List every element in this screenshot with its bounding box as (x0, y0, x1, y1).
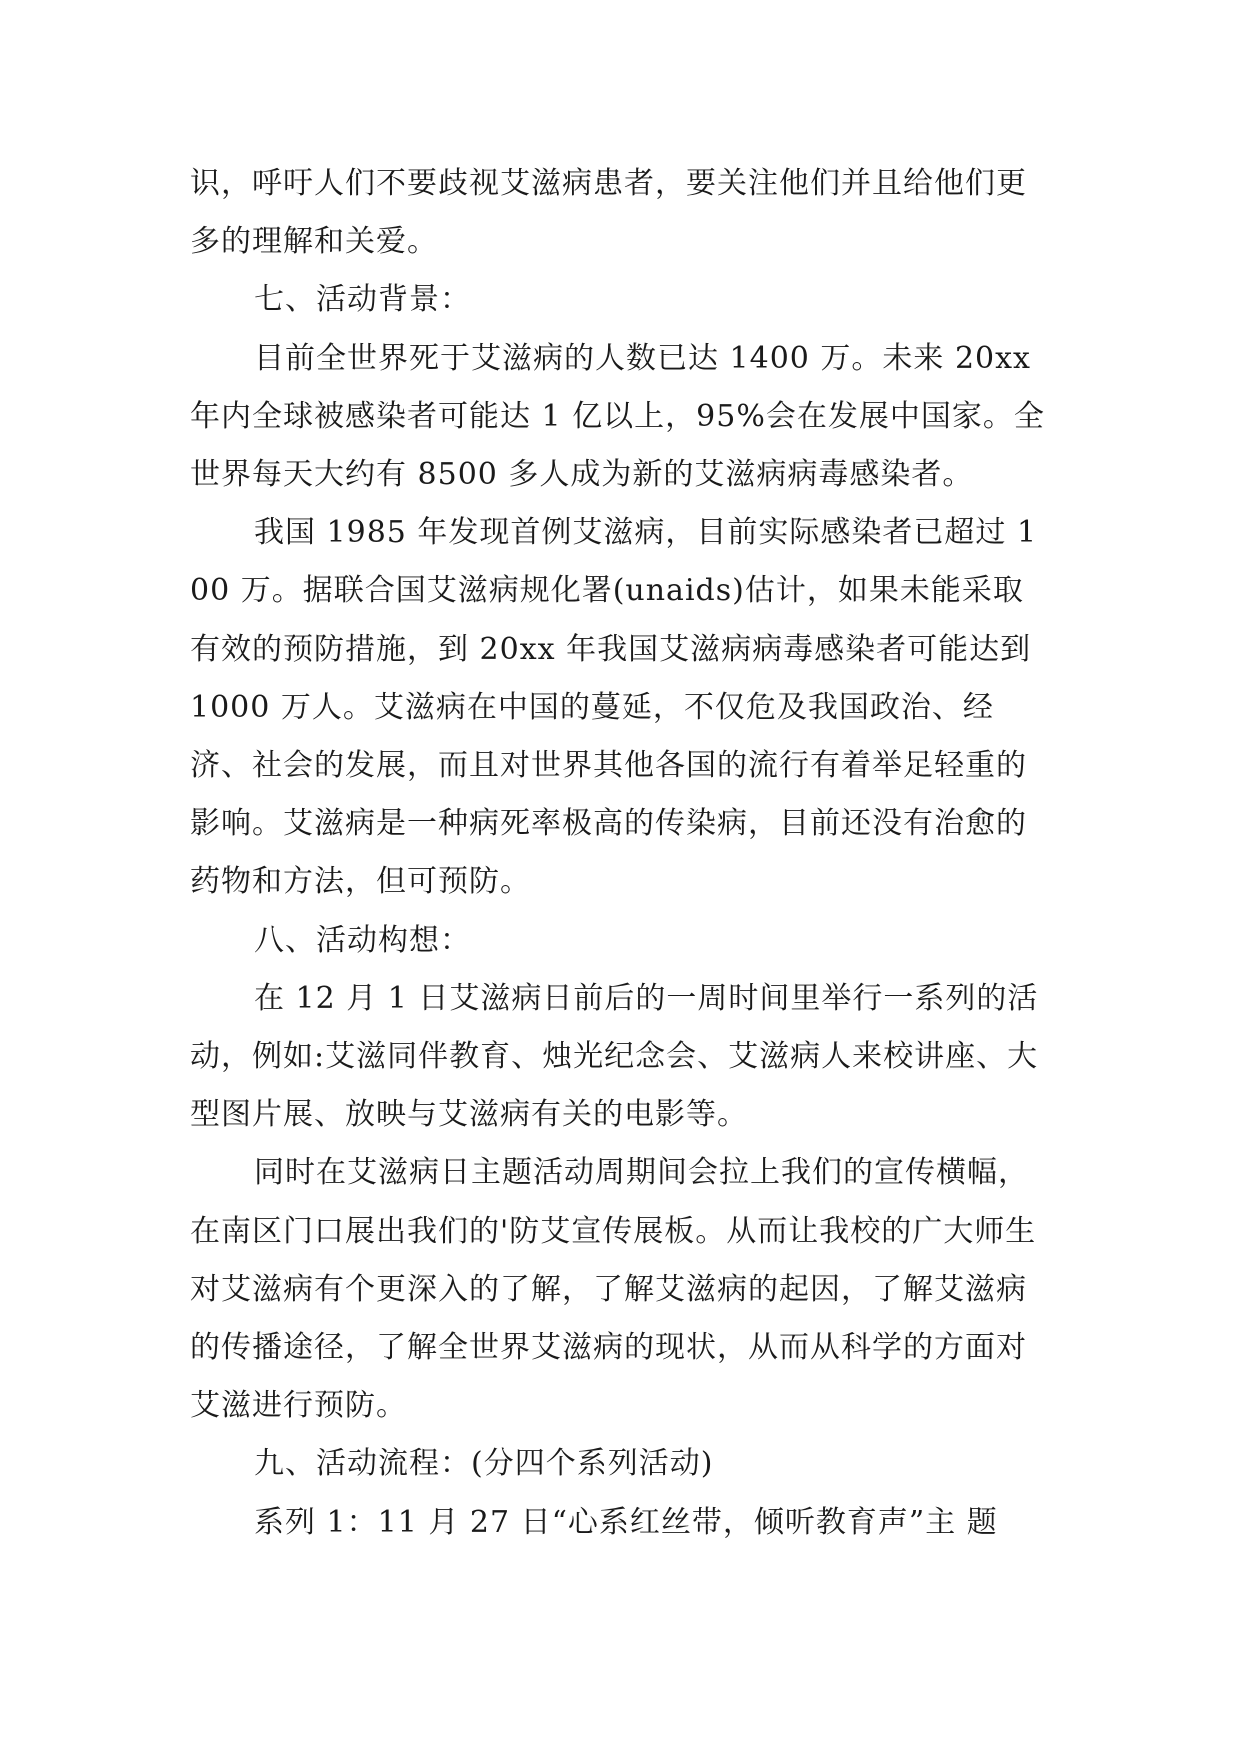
document-body (190, 155, 1050, 1552)
paragraph-banner-exhibition: 同时在艾滋病日主题活动周期间会拉上我们的宣传横幅，在南区门口展出我们的'防艾宣传展板。从而让我校的广大师生对艾滋病有个更深入的了解，了解艾滋病的起因，了解艾滋病的传播途径，了解全世界艾滋病的现状，从而从科学的方面对艾滋进行预防。 (190, 1155, 1037, 1424)
section-heading-process: 九、活动流程：(分四个系列活动) (254, 1446, 714, 1482)
section-heading-concept: 八、活动构想： (254, 922, 471, 958)
paragraph-china-statistics: 我国 1985 年发现首例艾滋病，目前实际感染者已超过 100 万。据联合国艾滋病规化署(unaids)估计，如果未能采取有效的预防措施，到 20xx 年我国艾滋病病毒感染者可能达到 1000 万人。艾滋病在中国的蔓延，不仅危及我国政治、经济、社会的发展，而且对世界其他各国的流行有着举足轻重的影响。艾滋病是一种病死率极高的传染病，目前还没有治愈的药物和方法，但可预防。 (190, 515, 1038, 900)
section-heading-background: 七、活动背景： (254, 282, 471, 318)
paragraph-continuation: 识，呼吁人们不要歧视艾滋病患者，要关注他们并且给他们更多的理解和关爱。 (190, 166, 1027, 260)
paragraph-world-statistics: 目前全世界死于艾滋病的人数已达 1400 万。未来 20xx 年内全球被感染者可能达 1 亿以上，95%会在发展中国家。全世界每天大约有 8500 多人成为新的艾滋病病毒感染者。 (190, 340, 1045, 493)
paragraph-activity-week: 在 12 月 1 日艾滋病日前后的一周时间里举行一系列的活动，例如:艾滋同伴教育、烛光纪念会、艾滋病人来校讲座、大型图片展、放映与艾滋病有关的电影等。 (190, 980, 1039, 1133)
paragraph-series-one: 系列 1：11 月 27 日“心系红丝带，倾听教育声”主 题 (254, 1504, 998, 1540)
